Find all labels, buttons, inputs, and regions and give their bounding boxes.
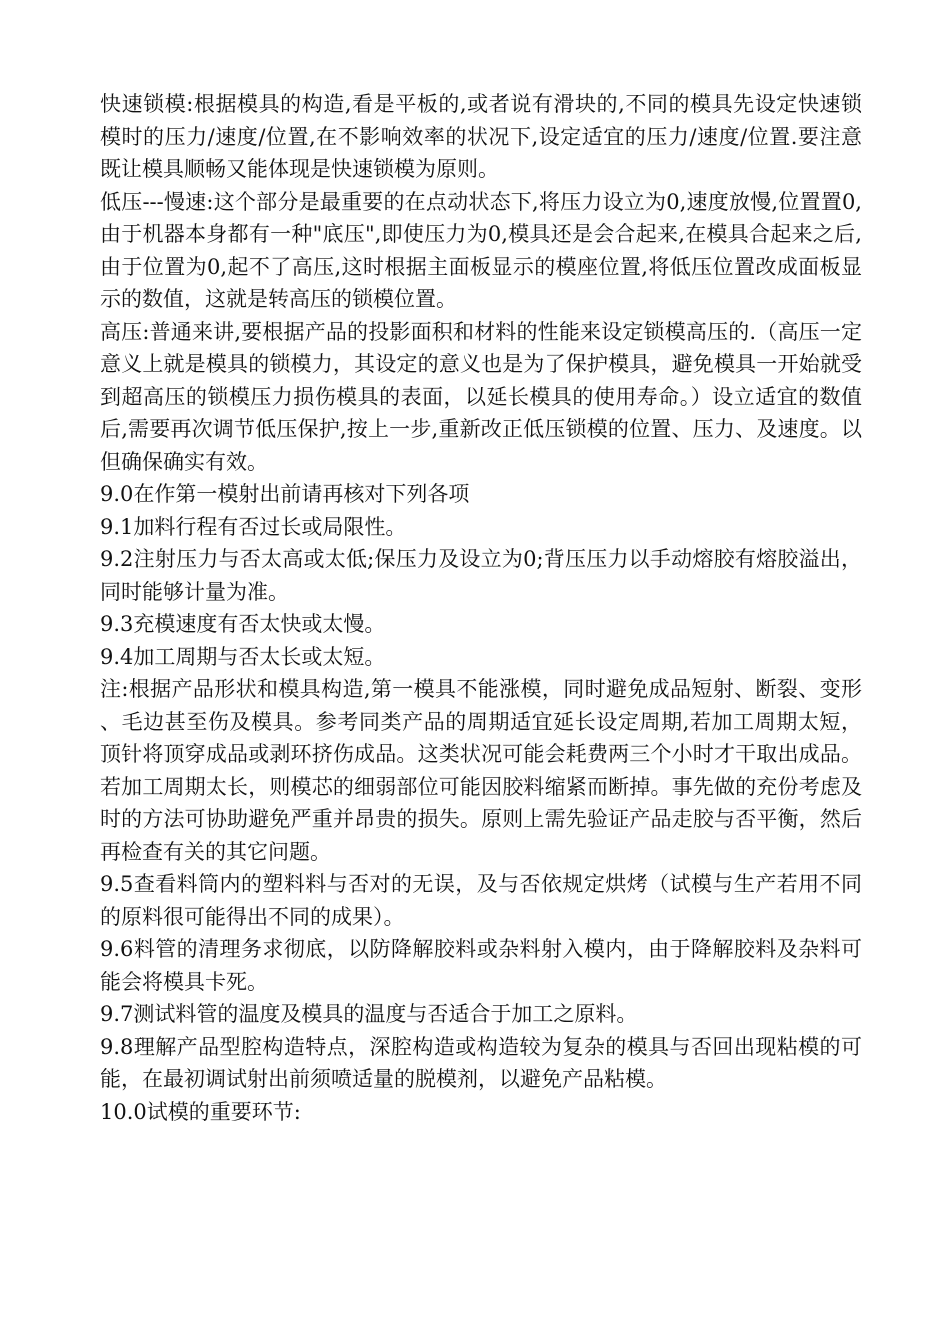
- item-9-8: 9.8理解产品型腔构造特点，深腔构造或构造较为复杂的模具与否回出现粘模的可能，在最初调试射出前须喷适量的脱模剂，以避免产品粘模。: [100, 1034, 862, 1091]
- item-9-4: 9.4加工周期与否太长或太短。: [100, 644, 386, 669]
- item-9-7: 9.7测试料管的温度及模具的温度与否适合于加工之原料。: [100, 1002, 638, 1026]
- item-10-0: 10.0试模的重要环节:: [100, 1099, 301, 1124]
- item-9-0: 9.0在作第一模射出前请再核对下列各项: [100, 482, 470, 506]
- paragraph-low-pressure: 低压---慢速:这个部分是最重要的在点动状态下,将压力设立为0,速度放慢,位置置0,由于机器本身都有一种"底压",即使压力为0,模具还是会合起来,在模具合起来之后,由于位置为0,起不了高压,这时根据主面板显示的模座位置,将低压位置改成面板显示的数值，这就是转高压的锁模位置。: [100, 189, 862, 311]
- item-9-1: 9.1加料行程有否过长或局限性。: [100, 514, 407, 539]
- item-9-5: 9.5查看料筒内的塑料料与否对的无误，及与否依规定烘烤（试模与生产若用不同的原料很可能得出不同的成果）。: [100, 872, 862, 929]
- item-9-6: 9.6料管的清理务求彻底，以防降解胶料或杂料射入模内，由于降解胶料及杂料可能会将模具卡死。: [100, 937, 862, 994]
- paragraph-fast-clamping: 快速锁模:根据模具的构造,看是平板的,或者说有滑块的,不同的模具先设定快速锁模时的压力/速度/位置,在不影响效率的状况下,设定适宜的压力/速度/位置.要注意既让模具顺畅又能体现是快速锁模为原则。: [100, 92, 862, 181]
- item-9-2: 9.2注射压力与否太高或太低;保压力及设立为0;背压压力以手动熔胶有熔胶溢出，同时能够计量为准。: [100, 547, 862, 604]
- item-9-3: 9.3充模速度有否太快或太慢。: [100, 612, 386, 636]
- paragraph-high-pressure: 高压:普通来讲,要根据产品的投影面积和材料的性能来设定锁模高压的.（高压一定意义上就是模具的锁模力，其设定的意义也是为了保护模具，避免模具一开始就受到超高压的锁模压力损伤模具的表面，以延长模具的使用寿命。）设立适宜的数值后,需要再次调节低压保护,按上一步,重新改正低压锁模的位置、压力、及速度。以但确保确实有效。: [100, 319, 862, 474]
- document-body: [100, 88, 862, 1128]
- paragraph-note: 注:根据产品形状和模具构造,第一模具不能涨模，同时避免成品短射、断裂、变形、毛边甚至伤及模具。参考同类产品的周期适宜延长设定周期,若加工周期太短，顶针将顶穿成品或剥环挤伤成品。这类状况可能会耗费两三个小时才干取出成品。若加工周期太长，则模芯的细弱部位可能因胶料缩紧而断掉。事先做的充份考虑及时的方法可协助避免严重并昂贵的损失。原则上需先验证产品走胶与否平衡，然后再检查有关的其它问题。: [100, 677, 862, 864]
